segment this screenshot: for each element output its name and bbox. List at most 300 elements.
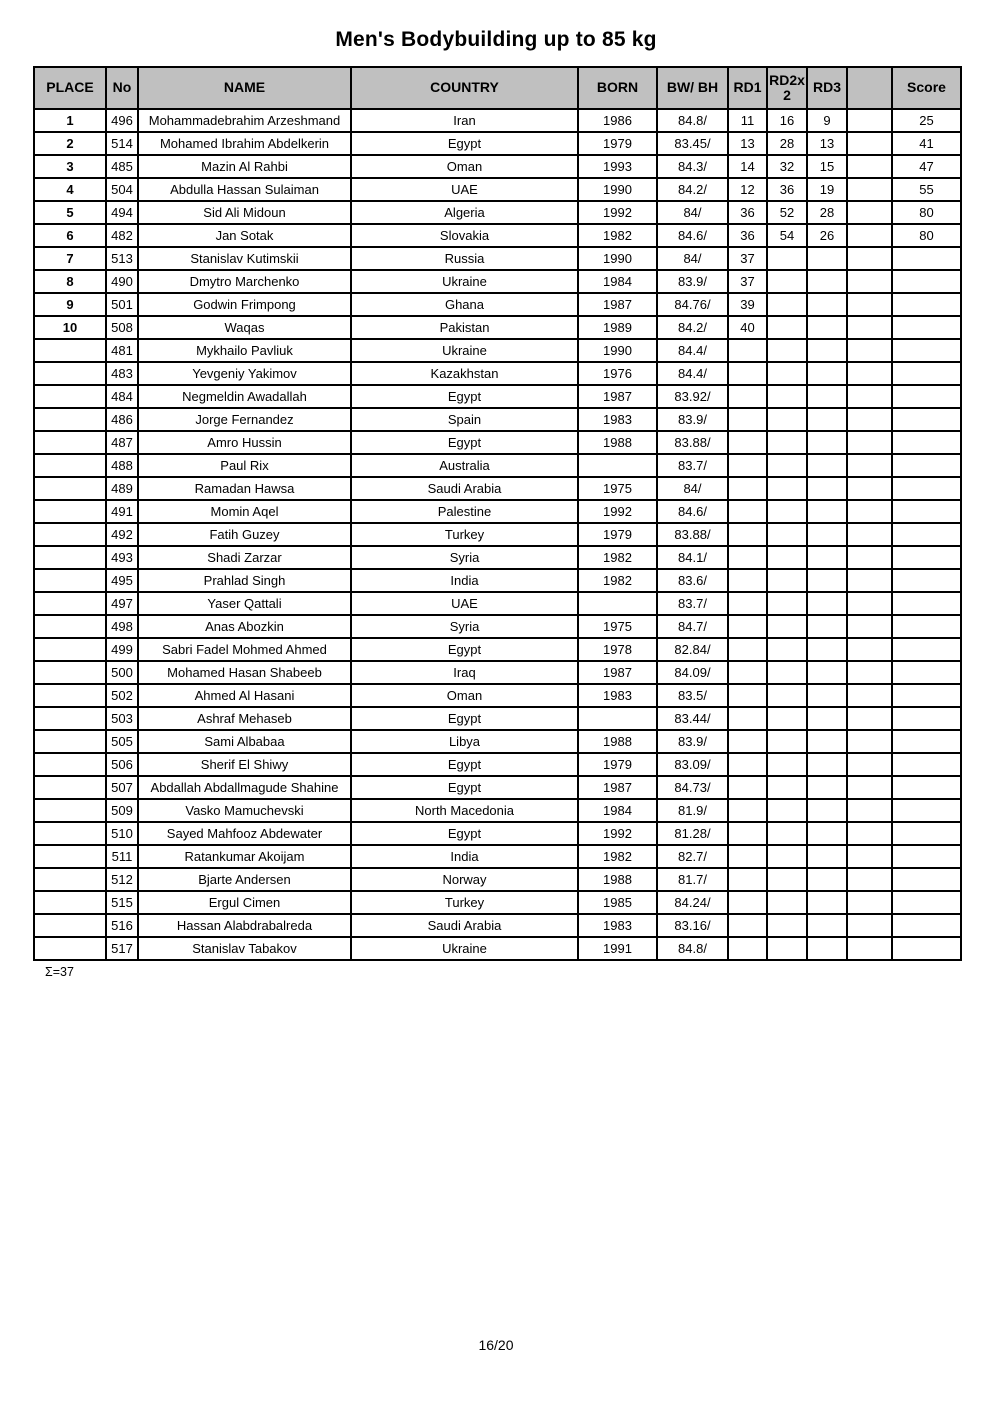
cell-born: 1990	[578, 178, 657, 201]
cell-score	[892, 730, 961, 753]
cell-place	[34, 569, 106, 592]
cell-blank	[847, 753, 892, 776]
cell-rd3	[807, 293, 847, 316]
cell-rd2x2	[767, 454, 807, 477]
cell-born: 1987	[578, 385, 657, 408]
column-header-country: COUNTRY	[351, 67, 578, 109]
cell-no: 487	[106, 431, 138, 454]
cell-rd2x2	[767, 730, 807, 753]
cell-score	[892, 247, 961, 270]
cell-born: 1975	[578, 615, 657, 638]
cell-blank	[847, 891, 892, 914]
cell-blank	[847, 799, 892, 822]
cell-bw_bh: 83.45/	[657, 132, 728, 155]
cell-place: 2	[34, 132, 106, 155]
cell-rd1: 14	[728, 155, 767, 178]
cell-bw_bh: 84.1/	[657, 546, 728, 569]
cell-rd2x2	[767, 914, 807, 937]
cell-born: 1984	[578, 799, 657, 822]
cell-name: Yevgeniy Yakimov	[138, 362, 351, 385]
cell-score	[892, 569, 961, 592]
cell-score	[892, 799, 961, 822]
column-header-blank	[847, 67, 892, 109]
cell-born: 1986	[578, 109, 657, 132]
cell-blank	[847, 822, 892, 845]
table-row	[34, 684, 961, 707]
cell-country: India	[351, 569, 578, 592]
cell-country: Oman	[351, 684, 578, 707]
cell-rd1	[728, 684, 767, 707]
cell-blank	[847, 385, 892, 408]
cell-rd1	[728, 776, 767, 799]
cell-place	[34, 385, 106, 408]
cell-rd2x2	[767, 523, 807, 546]
cell-bw_bh: 84.76/	[657, 293, 728, 316]
cell-score	[892, 362, 961, 385]
cell-rd1: 39	[728, 293, 767, 316]
page-number: 16/20	[478, 1337, 514, 1353]
cell-rd3	[807, 408, 847, 431]
table-row	[34, 845, 961, 868]
cell-country: Syria	[351, 546, 578, 569]
cell-score	[892, 408, 961, 431]
cell-rd2x2	[767, 247, 807, 270]
cell-bw_bh: 84/	[657, 477, 728, 500]
cell-name: Jorge Fernandez	[138, 408, 351, 431]
cell-born: 1990	[578, 339, 657, 362]
column-header-rd2x2: RD2x 2	[767, 67, 807, 109]
cell-born: 1982	[578, 546, 657, 569]
cell-rd3	[807, 868, 847, 891]
cell-place: 10	[34, 316, 106, 339]
cell-no: 500	[106, 661, 138, 684]
table-row	[34, 224, 961, 247]
results-tbody	[34, 109, 961, 960]
cell-country: Spain	[351, 408, 578, 431]
cell-no: 511	[106, 845, 138, 868]
cell-rd1	[728, 339, 767, 362]
cell-country: Ukraine	[351, 270, 578, 293]
column-header-bw_bh: BW/ BH	[657, 67, 728, 109]
cell-name: Negmeldin Awadallah	[138, 385, 351, 408]
cell-name: Waqas	[138, 316, 351, 339]
cell-name: Mohamed Hasan Shabeeb	[138, 661, 351, 684]
cell-rd3	[807, 661, 847, 684]
cell-place	[34, 753, 106, 776]
cell-blank	[847, 615, 892, 638]
cell-born: 1985	[578, 891, 657, 914]
cell-born	[578, 454, 657, 477]
cell-bw_bh: 83.5/	[657, 684, 728, 707]
cell-place	[34, 339, 106, 362]
cell-born: 1979	[578, 523, 657, 546]
cell-rd3	[807, 339, 847, 362]
cell-rd1: 37	[728, 247, 767, 270]
cell-place	[34, 477, 106, 500]
cell-country: Turkey	[351, 523, 578, 546]
column-header-score: Score	[892, 67, 961, 109]
cell-rd3	[807, 799, 847, 822]
cell-rd2x2	[767, 891, 807, 914]
cell-rd1	[728, 845, 767, 868]
cell-blank	[847, 776, 892, 799]
cell-score	[892, 592, 961, 615]
cell-no: 505	[106, 730, 138, 753]
cell-no: 513	[106, 247, 138, 270]
cell-place	[34, 408, 106, 431]
table-row	[34, 500, 961, 523]
cell-country: Syria	[351, 615, 578, 638]
cell-no: 499	[106, 638, 138, 661]
table-row	[34, 408, 961, 431]
cell-rd3	[807, 569, 847, 592]
table-row	[34, 753, 961, 776]
cell-rd2x2	[767, 293, 807, 316]
cell-blank	[847, 707, 892, 730]
cell-no: 484	[106, 385, 138, 408]
cell-name: Ahmed Al Hasani	[138, 684, 351, 707]
table-row	[34, 201, 961, 224]
cell-blank	[847, 247, 892, 270]
cell-place	[34, 431, 106, 454]
column-header-place: PLACE	[34, 67, 106, 109]
cell-country: North Macedonia	[351, 799, 578, 822]
cell-bw_bh: 83.44/	[657, 707, 728, 730]
cell-bw_bh: 84.24/	[657, 891, 728, 914]
cell-blank	[847, 845, 892, 868]
cell-score	[892, 822, 961, 845]
table-row	[34, 362, 961, 385]
cell-rd1	[728, 362, 767, 385]
cell-score: 55	[892, 178, 961, 201]
cell-rd2x2: 36	[767, 178, 807, 201]
cell-born: 1978	[578, 638, 657, 661]
table-row	[34, 707, 961, 730]
cell-blank	[847, 339, 892, 362]
cell-country: Kazakhstan	[351, 362, 578, 385]
cell-no: 517	[106, 937, 138, 960]
cell-place	[34, 937, 106, 960]
cell-place: 4	[34, 178, 106, 201]
table-row	[34, 247, 961, 270]
table-row	[34, 822, 961, 845]
cell-place	[34, 592, 106, 615]
cell-rd2x2: 16	[767, 109, 807, 132]
cell-bw_bh: 84.09/	[657, 661, 728, 684]
cell-rd2x2	[767, 431, 807, 454]
cell-bw_bh: 83.88/	[657, 431, 728, 454]
cell-rd2x2	[767, 385, 807, 408]
cell-bw_bh: 83.6/	[657, 569, 728, 592]
column-header-born: BORN	[578, 67, 657, 109]
cell-rd1	[728, 707, 767, 730]
cell-rd3	[807, 638, 847, 661]
cell-place	[34, 661, 106, 684]
column-header-name: NAME	[138, 67, 351, 109]
cell-blank	[847, 201, 892, 224]
cell-no: 514	[106, 132, 138, 155]
cell-born: 1990	[578, 247, 657, 270]
cell-score: 47	[892, 155, 961, 178]
cell-name: Ashraf Mehaseb	[138, 707, 351, 730]
cell-blank	[847, 638, 892, 661]
cell-rd2x2	[767, 753, 807, 776]
cell-blank	[847, 224, 892, 247]
cell-blank	[847, 178, 892, 201]
cell-country: Iraq	[351, 661, 578, 684]
cell-born: 1983	[578, 408, 657, 431]
cell-no: 486	[106, 408, 138, 431]
cell-rd1	[728, 477, 767, 500]
cell-no: 481	[106, 339, 138, 362]
cell-score: 41	[892, 132, 961, 155]
cell-born: 1984	[578, 270, 657, 293]
cell-rd1	[728, 454, 767, 477]
cell-rd3	[807, 385, 847, 408]
cell-rd2x2: 54	[767, 224, 807, 247]
cell-score	[892, 431, 961, 454]
cell-rd2x2	[767, 362, 807, 385]
cell-no: 510	[106, 822, 138, 845]
cell-born: 1983	[578, 684, 657, 707]
cell-born: 1989	[578, 316, 657, 339]
cell-name: Hassan Alabdrabalreda	[138, 914, 351, 937]
cell-score	[892, 868, 961, 891]
cell-country: Russia	[351, 247, 578, 270]
cell-no: 490	[106, 270, 138, 293]
cell-rd1: 37	[728, 270, 767, 293]
cell-name: Momin Aqel	[138, 500, 351, 523]
table-row	[34, 339, 961, 362]
cell-rd2x2	[767, 569, 807, 592]
cell-score	[892, 707, 961, 730]
cell-rd3	[807, 316, 847, 339]
cell-rd2x2	[767, 684, 807, 707]
table-row	[34, 799, 961, 822]
cell-bw_bh: 84.73/	[657, 776, 728, 799]
cell-blank	[847, 730, 892, 753]
cell-name: Mykhailo Pavliuk	[138, 339, 351, 362]
cell-rd1	[728, 937, 767, 960]
cell-country: Egypt	[351, 822, 578, 845]
cell-country: UAE	[351, 592, 578, 615]
cell-name: Fatih Guzey	[138, 523, 351, 546]
table-row	[34, 937, 961, 960]
cell-rd1	[728, 891, 767, 914]
cell-place: 1	[34, 109, 106, 132]
cell-country: Libya	[351, 730, 578, 753]
table-row	[34, 109, 961, 132]
cell-name: Abdulla Hassan Sulaiman	[138, 178, 351, 201]
cell-rd3	[807, 914, 847, 937]
cell-country: Iran	[351, 109, 578, 132]
cell-score	[892, 385, 961, 408]
cell-bw_bh: 83.92/	[657, 385, 728, 408]
cell-score: 25	[892, 109, 961, 132]
cell-bw_bh: 81.9/	[657, 799, 728, 822]
cell-rd2x2	[767, 477, 807, 500]
cell-rd3	[807, 845, 847, 868]
cell-place: 3	[34, 155, 106, 178]
cell-rd1	[728, 546, 767, 569]
cell-no: 503	[106, 707, 138, 730]
cell-rd3	[807, 891, 847, 914]
cell-score	[892, 293, 961, 316]
cell-blank	[847, 109, 892, 132]
cell-born: 1987	[578, 661, 657, 684]
cell-born: 1983	[578, 914, 657, 937]
cell-score	[892, 638, 961, 661]
cell-name: Mazin Al Rahbi	[138, 155, 351, 178]
cell-place	[34, 868, 106, 891]
cell-born: 1988	[578, 730, 657, 753]
cell-rd3	[807, 546, 847, 569]
cell-rd1	[728, 753, 767, 776]
cell-blank	[847, 362, 892, 385]
cell-blank	[847, 684, 892, 707]
cell-rd1	[728, 408, 767, 431]
cell-rd3	[807, 730, 847, 753]
cell-rd2x2	[767, 638, 807, 661]
page-title: Men's Bodybuilding up to 85 kg	[335, 28, 657, 51]
cell-no: 516	[106, 914, 138, 937]
cell-bw_bh: 82.7/	[657, 845, 728, 868]
cell-blank	[847, 661, 892, 684]
cell-rd3	[807, 822, 847, 845]
table-row	[34, 569, 961, 592]
cell-country: Egypt	[351, 638, 578, 661]
cell-score	[892, 914, 961, 937]
cell-country: Egypt	[351, 707, 578, 730]
cell-no: 501	[106, 293, 138, 316]
cell-bw_bh: 84.8/	[657, 109, 728, 132]
cell-born	[578, 592, 657, 615]
cell-name: Anas Abozkin	[138, 615, 351, 638]
cell-blank	[847, 454, 892, 477]
cell-score	[892, 500, 961, 523]
cell-bw_bh: 83.88/	[657, 523, 728, 546]
cell-score	[892, 477, 961, 500]
cell-no: 507	[106, 776, 138, 799]
cell-score	[892, 891, 961, 914]
cell-born: 1979	[578, 753, 657, 776]
cell-rd2x2: 32	[767, 155, 807, 178]
cell-blank	[847, 408, 892, 431]
cell-born: 1991	[578, 937, 657, 960]
cell-no: 495	[106, 569, 138, 592]
cell-bw_bh: 82.84/	[657, 638, 728, 661]
cell-bw_bh: 81.28/	[657, 822, 728, 845]
cell-no: 508	[106, 316, 138, 339]
cell-country: Egypt	[351, 776, 578, 799]
cell-rd1	[728, 799, 767, 822]
cell-rd1	[728, 523, 767, 546]
cell-rd3	[807, 592, 847, 615]
cell-rd1	[728, 822, 767, 845]
cell-country: Turkey	[351, 891, 578, 914]
cell-rd3: 28	[807, 201, 847, 224]
table-row	[34, 477, 961, 500]
cell-no: 504	[106, 178, 138, 201]
column-header-rd3: RD3	[807, 67, 847, 109]
cell-place	[34, 615, 106, 638]
cell-place	[34, 546, 106, 569]
cell-name: Sid Ali Midoun	[138, 201, 351, 224]
cell-blank	[847, 431, 892, 454]
cell-place	[34, 776, 106, 799]
cell-rd3	[807, 431, 847, 454]
cell-place	[34, 362, 106, 385]
cell-place	[34, 891, 106, 914]
results-table	[33, 66, 962, 961]
cell-born: 1992	[578, 822, 657, 845]
cell-place	[34, 845, 106, 868]
cell-rd3	[807, 753, 847, 776]
cell-place	[34, 454, 106, 477]
cell-rd1	[728, 661, 767, 684]
cell-born: 1976	[578, 362, 657, 385]
cell-score	[892, 937, 961, 960]
cell-rd1: 13	[728, 132, 767, 155]
cell-born: 1982	[578, 569, 657, 592]
table-row	[34, 730, 961, 753]
cell-rd3	[807, 937, 847, 960]
cell-rd2x2	[767, 615, 807, 638]
cell-place: 7	[34, 247, 106, 270]
cell-country: Australia	[351, 454, 578, 477]
cell-rd2x2	[767, 937, 807, 960]
cell-score	[892, 845, 961, 868]
cell-rd1	[728, 730, 767, 753]
cell-country: UAE	[351, 178, 578, 201]
cell-bw_bh: 83.7/	[657, 592, 728, 615]
cell-blank	[847, 316, 892, 339]
cell-no: 515	[106, 891, 138, 914]
cell-place	[34, 730, 106, 753]
cell-born	[578, 707, 657, 730]
cell-bw_bh: 83.9/	[657, 408, 728, 431]
cell-rd1	[728, 615, 767, 638]
cell-born: 1988	[578, 868, 657, 891]
cell-name: Godwin Frimpong	[138, 293, 351, 316]
cell-country: Egypt	[351, 431, 578, 454]
cell-country: Ghana	[351, 293, 578, 316]
cell-rd2x2	[767, 776, 807, 799]
cell-rd3	[807, 454, 847, 477]
cell-bw_bh: 84.2/	[657, 316, 728, 339]
cell-rd2x2	[767, 661, 807, 684]
cell-no: 509	[106, 799, 138, 822]
cell-name: Yaser Qattali	[138, 592, 351, 615]
cell-blank	[847, 592, 892, 615]
cell-country: Slovakia	[351, 224, 578, 247]
cell-rd1: 36	[728, 224, 767, 247]
cell-score: 80	[892, 224, 961, 247]
cell-rd1: 12	[728, 178, 767, 201]
cell-country: Ukraine	[351, 339, 578, 362]
cell-rd2x2	[767, 339, 807, 362]
cell-rd3: 19	[807, 178, 847, 201]
cell-rd3	[807, 523, 847, 546]
cell-country: Palestine	[351, 500, 578, 523]
cell-place: 5	[34, 201, 106, 224]
cell-name: Shadi Zarzar	[138, 546, 351, 569]
cell-place	[34, 707, 106, 730]
cell-bw_bh: 84/	[657, 247, 728, 270]
cell-blank	[847, 868, 892, 891]
cell-no: 496	[106, 109, 138, 132]
cell-score	[892, 684, 961, 707]
